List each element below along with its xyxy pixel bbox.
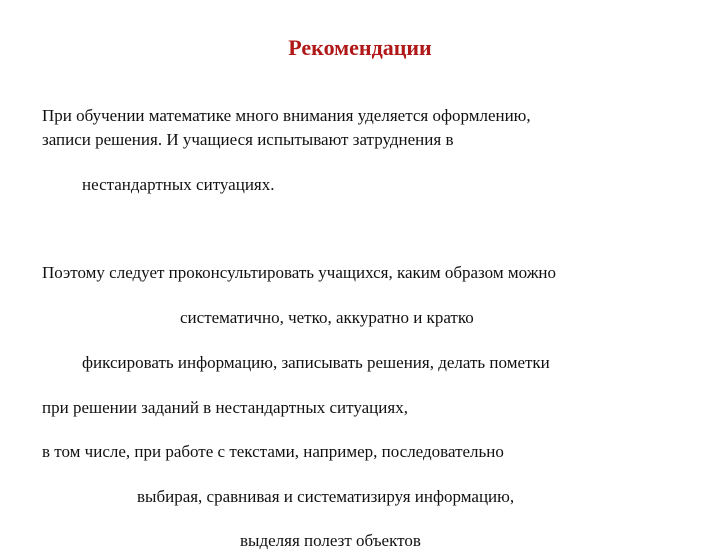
text-line-9: выбирая, сравнивая и систематизируя информацию, [137, 487, 515, 506]
text-line-6: фиксировать информацию, записывать решения, делать пометки [82, 353, 550, 372]
text-line-5: систематично, четко, аккуратно и кратко [180, 308, 474, 327]
text-line-10: выделяя полезт объектов [240, 531, 421, 550]
text-line-4: Поэтому следует проконсультировать учащихся, каким образом можно [42, 263, 557, 282]
text-line-3: нестандартных ситуациях. [82, 175, 275, 194]
text-line-7: при решении заданий в нестандартных ситуациях, [42, 398, 408, 417]
text-line-1: При обучении математике много внимания уделяется оформлению, [42, 106, 531, 125]
text-line-8: в том числе, при работе с текстами, например, последовательно [42, 442, 504, 461]
slide-title: Рекомендации [288, 35, 432, 60]
text-line-2: записи решения. И учащиеся испытывают затруднения в [42, 130, 454, 149]
